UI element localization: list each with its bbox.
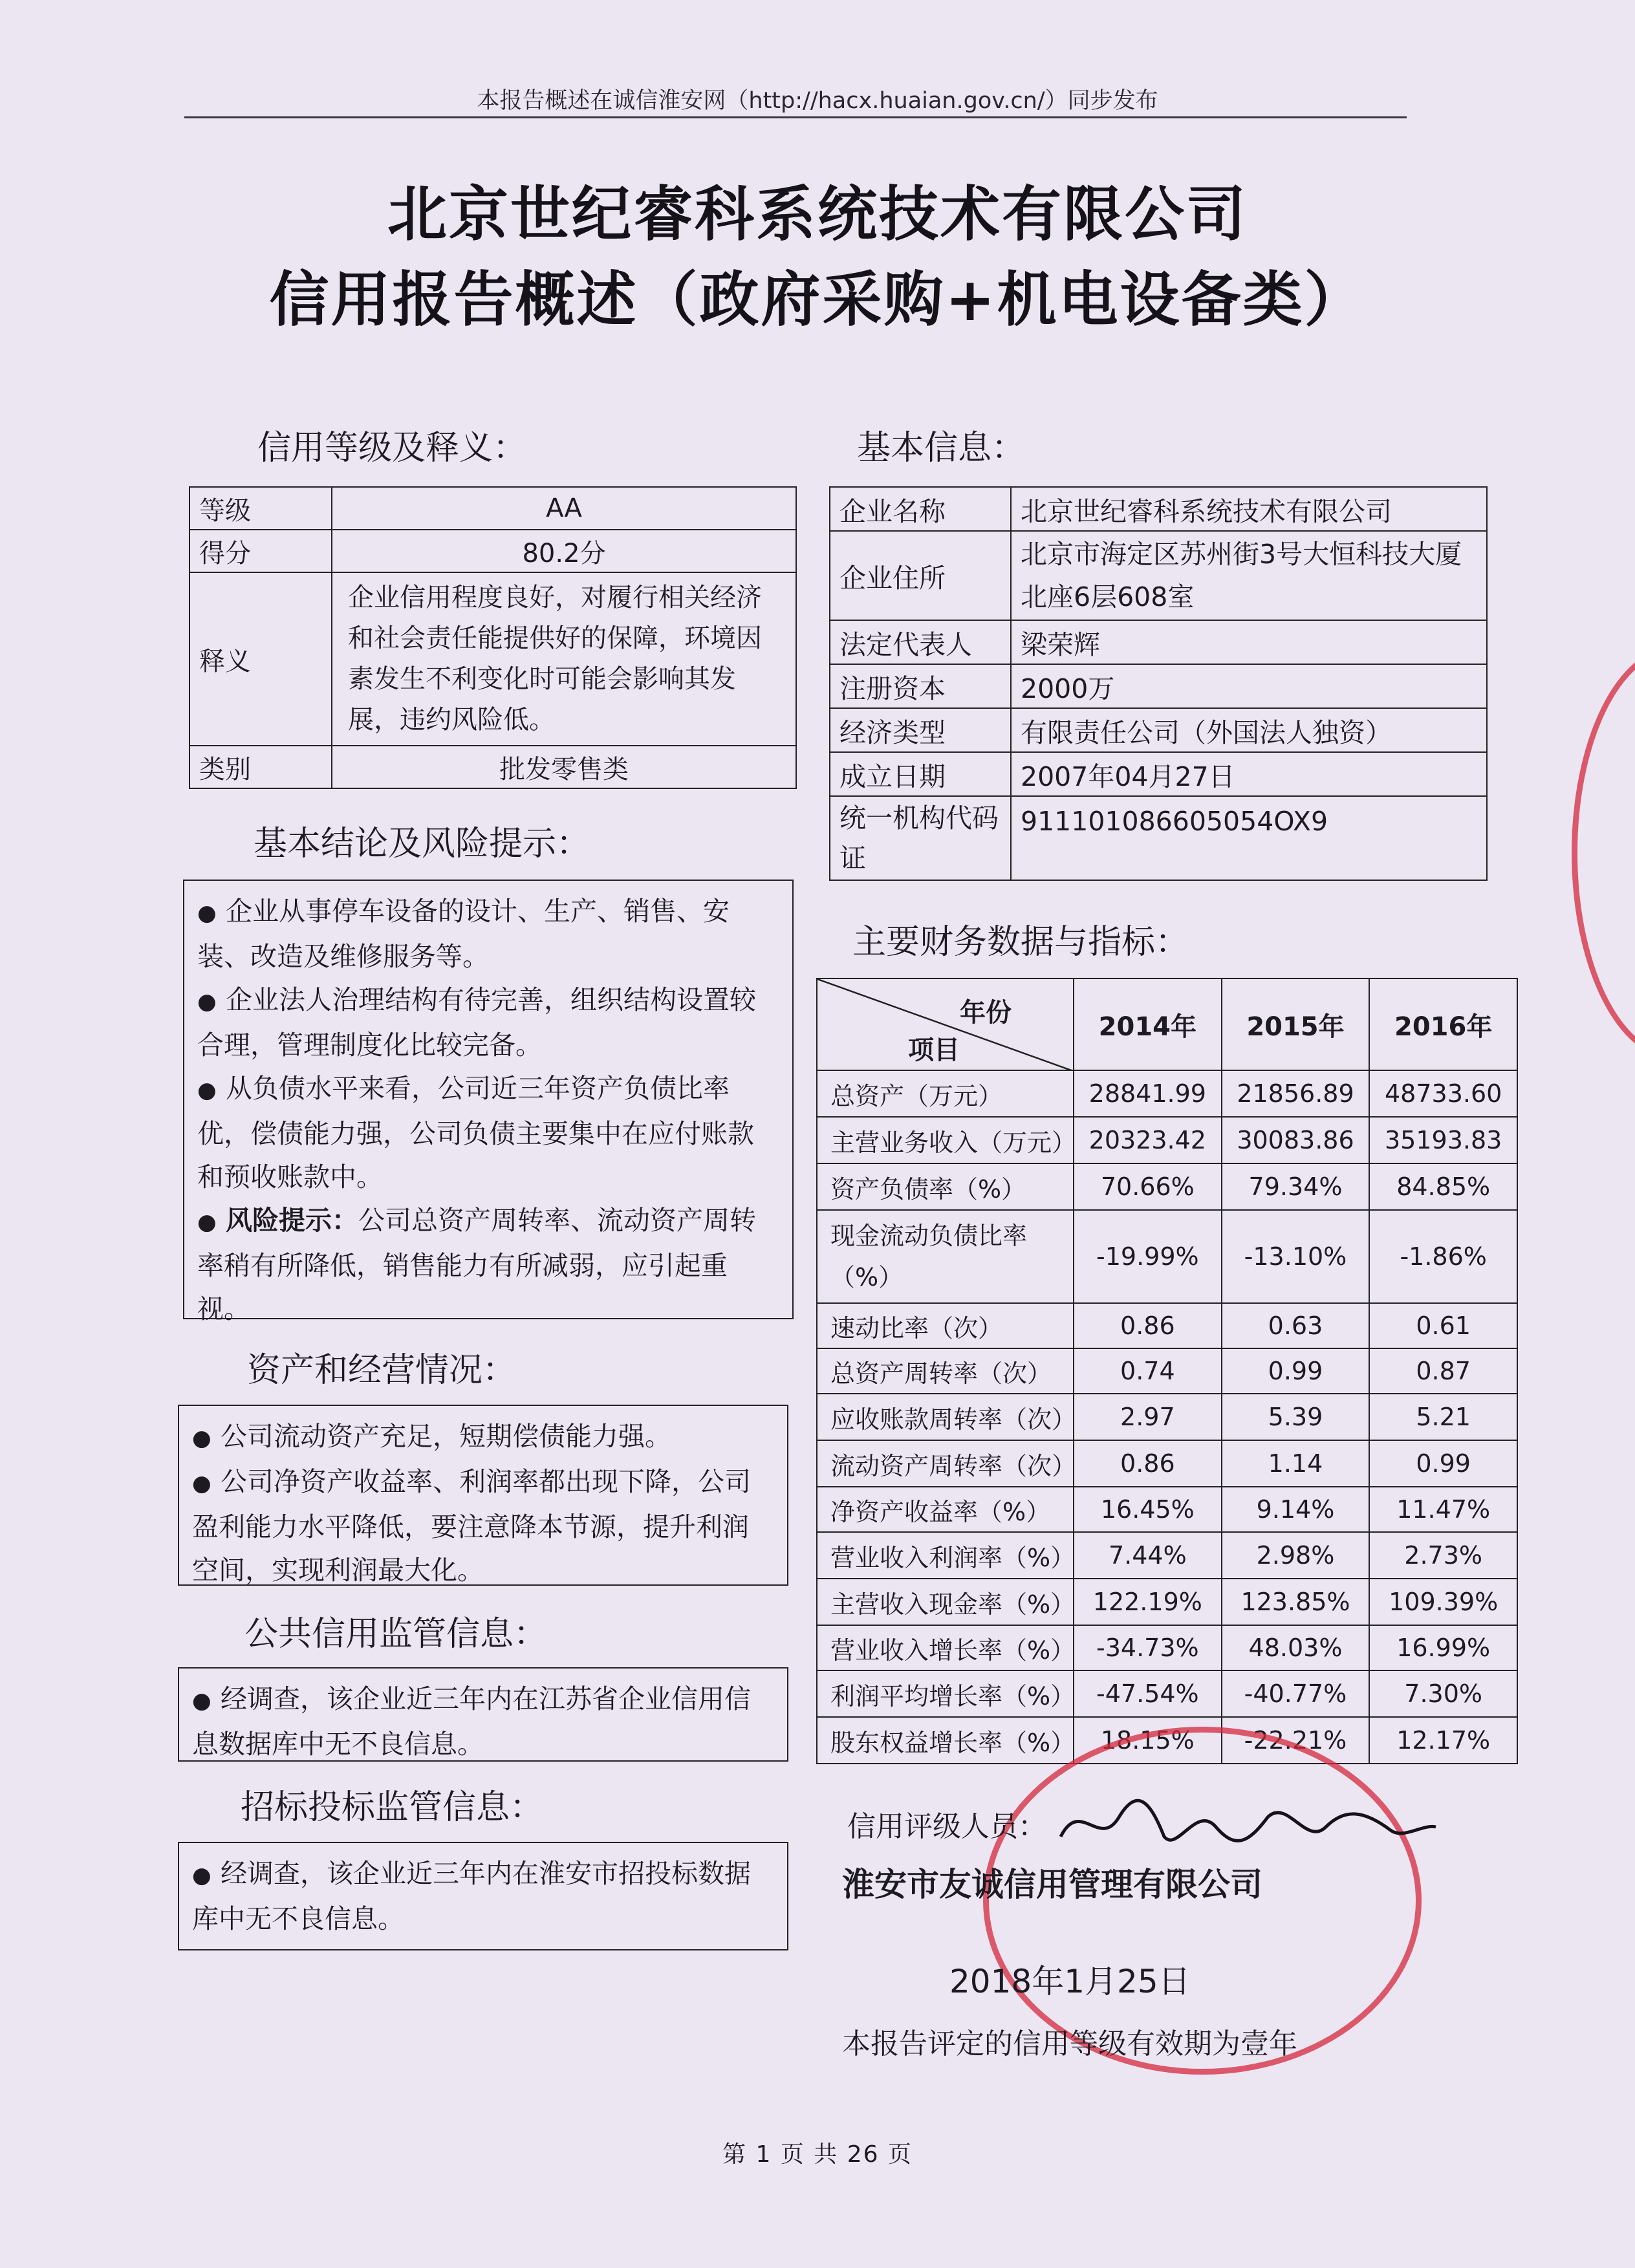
report-title-company: 北京世纪睿科系统技术有限公司 [387,180,1248,249]
validity-note: 本报告评定的信用等级有效期为壹年 [842,2027,1297,2060]
table-row: 流动资产周转率（次） 0.86 1.14 0.99 [817,1440,1517,1487]
public-credit-text: 经调查，该企业近三年内在江苏省企业信用信息数据库中无不良信息。 [192,1683,751,1760]
bidding-heading: 招标投标监管信息： [241,1788,544,1827]
bullet-icon: ● [197,989,217,1015]
assets-heading: 资产和经营情况： [247,1351,517,1390]
credit-grade-table [189,486,797,789]
header-divider [184,116,1407,118]
bullet-icon: ● [192,1688,211,1714]
finance-heading: 主要财务数据与指标： [852,923,1189,962]
info-value: 2000万 [1011,664,1487,708]
table-row: 总资产周转率（次） 0.74 0.99 0.87 [817,1348,1517,1394]
score-value: 80.2分 [332,530,796,572]
table-row: 净资产收益率（%） 16.45% 9.14% 11.47% [817,1487,1517,1532]
rater-label: 信用评级人员： [847,1810,1046,1843]
info-value: 北京市海定区苏州街3号大恒科技大厦北座6层608室 [1011,531,1487,620]
year-header: 2016年 [1369,978,1517,1070]
conclusion-box [183,880,794,1324]
info-value: 北京世纪睿科系统技术有限公司 [1011,487,1487,531]
corner-item-label: 项目 [908,1035,960,1065]
bullet-icon: ● [197,1077,217,1103]
bidding-text: 经调查，该企业近三年内在淮安市招投标数据库中无不良信息。 [192,1858,751,1934]
category-value: 批发零售类 [332,746,796,788]
table-row: 资产负债率（%） 70.66% 79.34% 84.85% [817,1163,1517,1210]
rating-company-name: 淮安市友诚信用管理有限公司 [842,1866,1262,1903]
corner-header [817,978,1074,1070]
public-credit-box [178,1667,788,1762]
credit-grade-heading: 信用等级及释义： [257,429,527,468]
info-label: 成立日期 [830,752,1011,796]
table-row: 速动比率（次） 0.86 0.63 0.61 [817,1303,1517,1348]
table-row: 应收账款周转率（次） 2.97 5.39 5.21 [817,1394,1517,1440]
bullet-icon: ● [197,900,217,926]
list-item: ● 公司净资产收益率、利润率都出现下降，公司盈利能力水平降低，要注意降本节源，提升利润空间，实现利润最大化。 [192,1460,774,1592]
bullet-icon: ● [192,1425,211,1451]
info-label: 注册资本 [830,664,1011,708]
page-number: 第 1 页 共 26 页 [722,2141,913,2168]
info-value: 2007年04月27日 [1011,752,1487,796]
basic-info-heading: 基本信息： [857,429,1026,468]
bidding-box [178,1842,788,1950]
info-label: 企业住所 [830,531,1011,620]
year-header: 2015年 [1222,978,1370,1070]
report-date: 2018年1月25日 [949,1963,1191,2000]
conclusion-heading: 基本结论及风险提示： [254,825,590,863]
list-item: ● 公司流动资产充足，短期偿债能力强。 [192,1415,774,1460]
table-row: 总资产（万元） 28841.99 21856.89 48733.60 [817,1070,1517,1117]
info-label: 经济类型 [830,708,1011,752]
public-credit-heading: 公共信用监管信息： [244,1615,548,1654]
bullet-icon: ● [192,1863,211,1888]
assets-box [178,1405,788,1586]
bullet-icon: ● [192,1471,211,1496]
meaning-value: 企业信用程度良好，对履行相关经济和社会责任能提供好的保障，环境因素发生不利变化时可能会影响其发展，违约风险低。 [332,572,796,746]
score-label: 得分 [189,530,332,572]
list-item: ● 企业从事停车设备的设计、生产、销售、安装、改造及维修服务等。 [197,890,779,978]
meaning-label: 释义 [189,572,332,746]
table-row: 主营业务收入（万元） 20323.42 30083.86 35193.83 [817,1117,1517,1163]
basic-info-table [829,486,1488,881]
edge-seal-stamp [1572,647,1635,1059]
list-item: ● 从负债水平来看，公司近三年资产负债比率优，偿债能力强，公司负债主要集中在应付账款和预收账款中。 [197,1067,779,1199]
table-row: 利润平均增长率（%） -47.54% -40.77% 7.30% [817,1670,1517,1717]
info-value: 有限责任公司（外国法人独资） [1011,708,1487,752]
table-row: 主营收入现金率（%） 122.19% 123.85% 109.39% [817,1579,1517,1625]
category-label: 类别 [189,746,332,788]
grade-label: 等级 [189,487,332,530]
table-row: 营业收入增长率（%） -34.73% 48.03% 16.99% [817,1625,1517,1670]
info-label: 法定代表人 [830,620,1011,664]
bullet-icon: ● [197,1209,217,1235]
table-row: 股东权益增长率（%） 18.15% -22.21% 12.17% [817,1717,1517,1764]
report-title-type: 信用报告概述（政府采购+机电设备类） [269,265,1366,334]
year-header: 2014年 [1074,978,1222,1070]
info-label: 统一机构代码证 [830,796,1011,880]
info-value: 梁荣辉 [1011,620,1487,664]
table-row: 现金流动负债比率（%） -19.99% -13.10% -1.86% [817,1210,1517,1303]
info-label: 企业名称 [830,487,1011,531]
finance-table [816,978,1518,1764]
rater-signature [1054,1791,1442,1863]
grade-value: AA [332,487,796,530]
info-value: 911101086605054OX9 [1011,796,1487,880]
table-row: 营业收入利润率（%） 7.44% 2.98% 2.73% [817,1532,1517,1579]
list-item: ● 风险提示：公司总资产周转率、流动资产周转率稍有所降低，销售能力有所减弱，应引起重视。 [197,1199,779,1331]
header-note: 本报告概述在诚信淮安网（http://hacx.huaian.gov.cn/）同步发布 [477,88,1158,114]
corner-year-label: 年份 [960,998,1012,1028]
list-item: ● 企业法人治理结构有待完善，组织结构设置较合理，管理制度化比较完备。 [197,978,779,1067]
